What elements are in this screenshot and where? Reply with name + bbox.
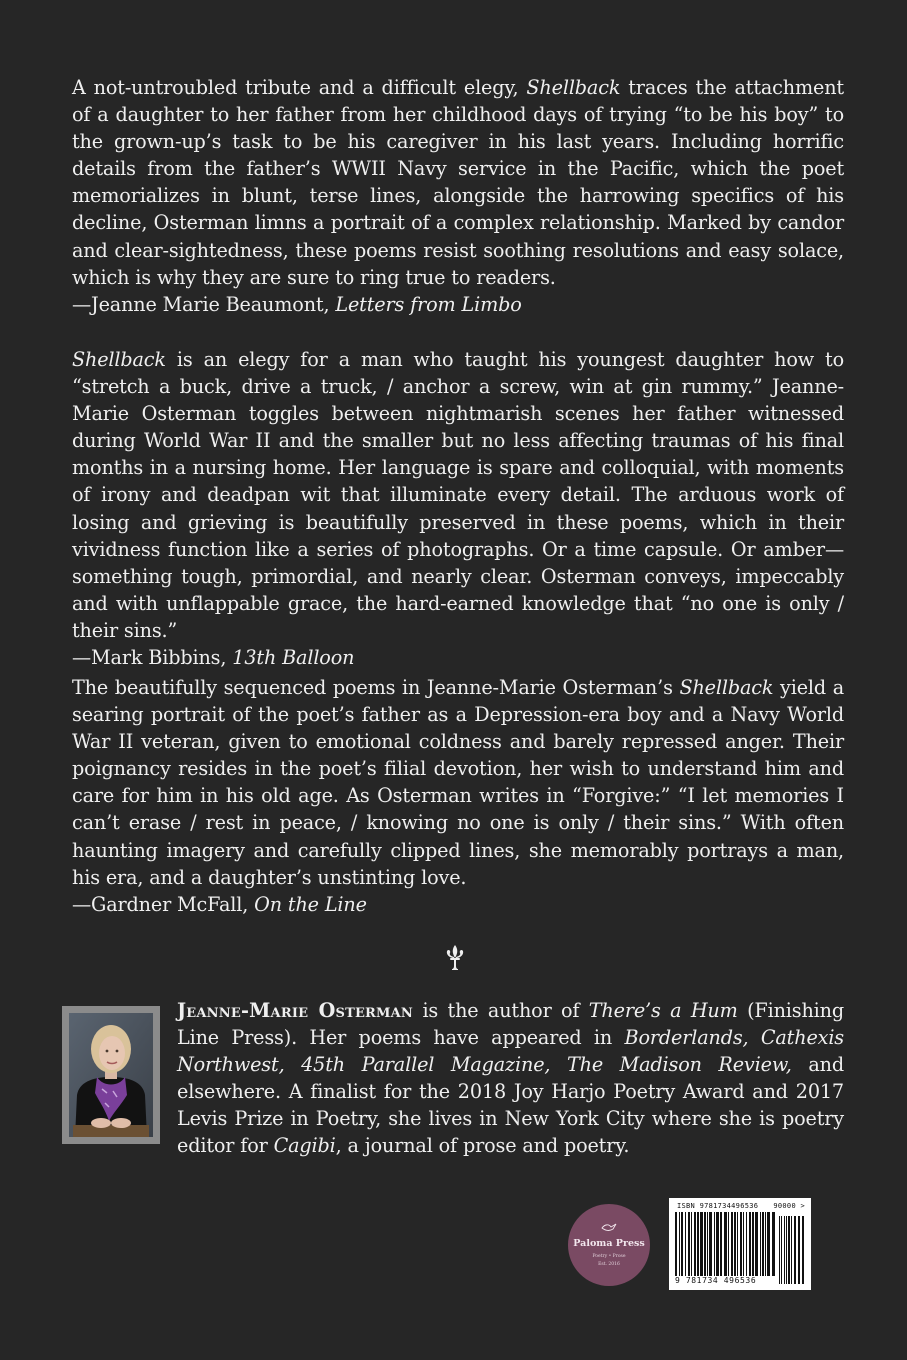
publisher-logo xyxy=(568,1204,650,1286)
book-title: Shellback xyxy=(526,76,621,99)
author-name: Jeanne-Marie Osterman xyxy=(177,999,414,1022)
dove-icon xyxy=(601,1222,617,1232)
price-code: 90000 > xyxy=(773,1202,805,1210)
book-title: Shellback xyxy=(679,676,774,699)
blurb-attribution: —Jeanne Marie Beaumont, Letters from Limbo xyxy=(72,292,522,316)
blurb-text: The beautifully sequenced poems in Jeanne-Marie Osterman’s Shellback yield a searing portrait of the poet’s father as a Depression-era boy and a Navy World War II veteran, given to emotional coldness and barely repressed anger. Their poignancy resides in the poet’s filial devotion, her wish to understand him and care for him in his old age. As Osterman writes in “Forgive:” “I let memories I can’t erase / rest in peace, / knowing no one is only / their sins.” With often haunting imagery and carefully clipped lines, she memorably portrays a man, his era, and a daughter’s unstinting love. xyxy=(72,676,844,889)
isbn-label: ISBN 9781734496536 xyxy=(677,1202,759,1210)
author-photo xyxy=(62,1006,160,1144)
publisher-established: Est. 2016 xyxy=(598,1262,620,1267)
fleur-de-lis-icon xyxy=(443,944,467,972)
author-bio: Jeanne-Marie Osterman is the author of There’s a Hum (Finishing Line Press). Her poems have appeared in Borderlands, Cathexis Northwest, 45th Parallel Magazine, The Madison Review, and elsewhere. A finalist for the 2018 Joy Harjo Poetry Award and 2017 Levis Prize in Poetry, she lives in New York City where she is poetry editor for Cagibi, a journal of prose and poetry. xyxy=(177,999,845,1158)
blurb-attribution: —Mark Bibbins, 13th Balloon xyxy=(72,646,355,670)
barcode-digits: 9 781734 496536 xyxy=(675,1276,757,1285)
blurb-bibbins xyxy=(72,346,844,671)
blurb-attribution: —Gardner McFall, On the Line xyxy=(72,892,367,916)
blurb-mcfall xyxy=(72,674,844,918)
book-title: Shellback xyxy=(72,348,166,371)
publisher-tagline: Poetry • Prose xyxy=(592,1254,626,1259)
blurb-beaumont xyxy=(72,74,844,318)
blurb-text: A not-untroubled tribute and a difficult elegy, Shellback traces the attachment of a daughter to her father from her childhood days of trying “to be his boy” to the grown-up’s task to be his caregiver in his last years. Including horrific details from the father’s WWII Navy service in the Pacific, which the poet memorializes in blunt, terse lines, alongside the harrowing specifics of his decline, Osterman limns a portrait of a complex relationship. Marked by candor and clear-sightedness, these poems resist soothing resolutions and easy solace, which is why they are sure to ring true to readers. xyxy=(72,76,844,289)
publisher-name: Paloma Press xyxy=(573,1238,645,1249)
blurb-text: Shellback is an elegy for a man who taught his youngest daughter how to “stretch a buck, drive a truck, / anchor a screw, win at gin rummy.” Jeanne-Marie Osterman toggles between nightmarish scenes her father witnessed during World War II and the smaller but no less affecting traumas of his final months in a nursing home. Her language is spare and colloquial, with moments of irony and deadpan wit that illuminate every detail. The arduous work of losing and grieving is beautifully preserved in these poems, which in their vividness function like a series of photographs. Or a time capsule. Or amber—something tough, primordial, and nearly clear. Osterman conveys, impeccably and with unflappable grace, the hard-earned knowledge that “no one is only / their sins.” xyxy=(72,348,844,642)
isbn-barcode xyxy=(669,1198,811,1290)
author-portrait-image xyxy=(69,1013,153,1137)
